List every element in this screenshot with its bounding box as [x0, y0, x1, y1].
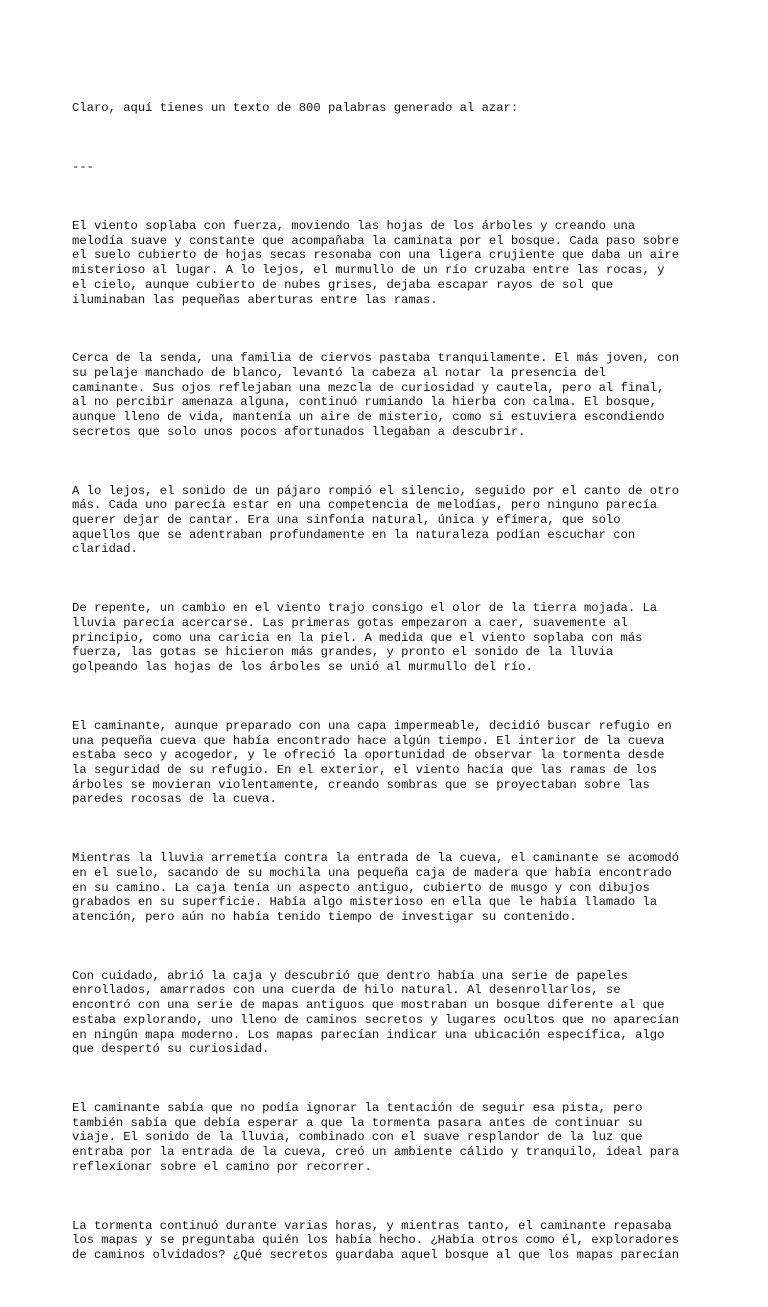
paragraph-9: La tormenta continuó durante varias horas, y mientras tanto, el caminante repasaba los mapas y se preguntaba quién los había hecho. ¿Había otros como él, exploradores de caminos olvidados? ¿Qué secretos guardaba aquel bosque al que los mapas parecían	[72, 1218, 680, 1263]
paragraph-4: De repente, un cambio en el viento trajo consigo el olor de la tierra mojada. La lluvia parecía acercarse. Las primeras gotas empezaron a caer, suavemente al principio, como una caricia en la piel. A medida que el viento soplaba con más fuerza, las gotas se hicieron más grandes, y pronto el sonido de la lluvia golpeando las hojas de los árboles se unió al murmullo del río.	[72, 601, 658, 675]
paragraph-8: El caminante sabía que no podía ignorar la tentación de seguir esa pista, pero también sabía que debía esperar a que la tormenta pasara antes de continuar su viaje. El sonido de la lluvia, combinado con el suave resplandor de la luz que entraba por la entrada de la cueva, creó un ambiente cálido y tranquilo, ideal para reflexionar sobre el camino por recorrer.	[72, 1101, 680, 1174]
paragraph-1: El viento soplaba con fuerza, moviendo las hojas de los árboles y creando una melodía suave y constante que acompañaba la caminata por el bosque. Cada paso sobre el suelo cubierto de hojas secas resonaba con una ligera crujiente que daba un aire misterioso al lugar. A lo lejos, el murmullo de un río cruzaba entre las rocas, y el cielo, aunque cubierto de nubes grises, dejaba escapar rayos de sol que iluminaban las pequeñas aberturas entre las ramas.	[72, 219, 680, 307]
separator-line: ---	[72, 160, 94, 175]
paragraph-7: Con cuidado, abrió la caja y descubrió que dentro había una serie de papeles enrollados, amarrados con una cuerda de hilo natural. Al desenrollarlos, se encontró con una serie de mapas antiguos que mostraban un bosque diferente al que estaba explorando, uno lleno de caminos secretos y lugares ocultos que no aparecían en ningún mapa moderno. Los mapas parecían indicar una ubicación específica, algo que despertó su curiosidad.	[72, 968, 680, 1057]
paragraph-5: El caminante, aunque preparado con una capa impermeable, decidió buscar refugio en una pequeña cueva que había encontrado hace algún tiempo. El interior de la cueva estaba seco y acogedor, y le ofreció la oportunidad de observar la tormenta desde la seguridad de su refugio. En el exterior, el viento hacía que las ramas de los árboles se movieran violentamente, creando sombras que se proyectaban sobre las paredes rocosas de la cueva.	[72, 718, 672, 807]
document-body	[72, 72, 712, 1307]
paragraph-3: A lo lejos, el sonido de un pájaro rompió el silencio, seguido por el canto de otro más. Cada uno parecía estar en una competencia de melodías, pero ninguno parecía querer dejar de cantar. Era una sinfonía natural, única y efímera, que solo aquellos que se adentraban profundamente en la naturaleza podían escuchar con claridad.	[72, 483, 680, 557]
paragraph-2: Cerca de la senda, una familia de ciervos pastaba tranquilamente. El más joven, con su pelaje manchado de blanco, levantó la cabeza al notar la presencia del caminante. Sus ojos reflejaban una mezcla de curiosidad y cautela, pero al final, al no percibir amenaza alguna, continuó rumiando la hierba con calma. El bosque, aunque lleno de vida, mantenía un aire de misterio, como si estuviera escondiendo secretos que solo unos pocos afortunados llegaban a descubrir.	[72, 351, 680, 439]
paragraph-6: Mientras la lluvia arremetía contra la entrada de la cueva, el caminante se acomodó en el suelo, sacando de su mochila una pequeña caja de madera que había encontrado en su camino. La caja tenía un aspecto antiguo, cubierto de musgo y con dibujos grabados en su superficie. Había algo misterioso en ella que le había llamado la atención, pero aún no había tenido tiempo de investigar su contenido.	[72, 851, 680, 924]
intro-line: Claro, aquí tienes un texto de 800 palabras generado al azar:	[72, 101, 519, 116]
